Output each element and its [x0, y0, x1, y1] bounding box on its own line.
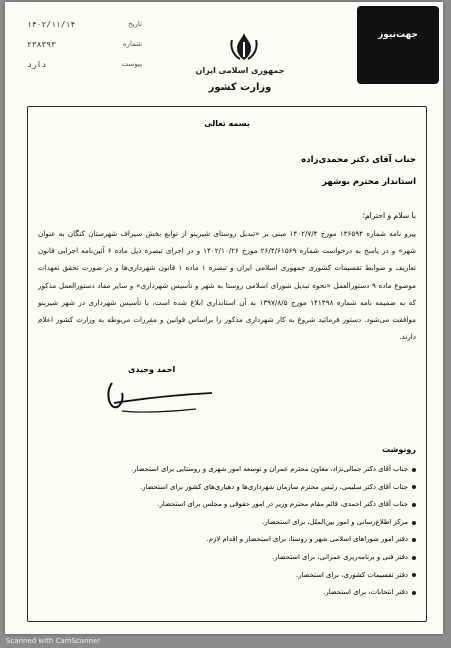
ministry-name: وزارت کشور	[208, 82, 272, 93]
list-item	[44, 549, 416, 567]
date-label: تاریخ	[128, 20, 142, 28]
cc-item-text: مرکز اطلاع‌رسانی و امور بین‌الملل، برای استحضار.	[262, 517, 408, 526]
signature-icon	[100, 379, 220, 419]
bullet-icon	[412, 468, 416, 472]
recipient-title: استاندار محترم بوشهر	[322, 177, 416, 187]
news-logo-text: جهت‌نیوز	[378, 30, 418, 40]
cc-item-text: دفتر امور شوراهای اسلامی شهر و روستا، برای استحضار و اقدام لازم.	[206, 535, 408, 544]
list-item	[44, 567, 416, 585]
signer-name: احمد وحیدی	[128, 365, 176, 374]
cc-item-text: جناب آقای دکتر احمدی، قائم مقام محترم وزیر در امور حقوقی و مجلس برای استحضار.	[157, 500, 408, 509]
list-item	[44, 584, 416, 602]
list-item	[44, 496, 416, 514]
letter-meta	[27, 14, 142, 74]
number-row	[27, 34, 142, 54]
attachment-value: دارد	[27, 59, 47, 69]
letter-body-frame	[27, 106, 427, 622]
number-label: شماره	[122, 40, 142, 48]
bullet-icon	[412, 573, 416, 577]
bullet-icon	[412, 503, 416, 507]
cc-item-text: دفتر انتخابات، برای استحضار.	[323, 588, 408, 597]
cc-item-text: دفتر فنی و برنامه‌ریزی عمرانی، برای استحضار.	[272, 552, 408, 561]
letter-page	[5, 2, 443, 634]
number-value: ۲۳۸۳۹۳	[27, 39, 56, 49]
scanner-watermark: Scanned with CamScanner	[6, 637, 101, 645]
letter-body: پیرو نامه شماره ۱۳۶۵۹۴ مورخ ۱۴۰۲/۷/۴ مبنی بر «تبدیل روستای شیرینو از توابع بخش سیراف شهرستان کنگان به عنوان شهر» و در پاسخ به درخواست شماره ۲۶/۴/۶۱۵۶۹ مورخ ۱۴۰۲/۱۰/۲۶ و در اجرای تبصره ذیل ماده ۶ آئین‌نامه اجرایی قانون تعاریف و ضوابط تقسیمات کشوری جمهوری اسلامی ایران و تبصره ۱ ماده ۱ قانون شهرداری‌ها و در صورت تحقق تعهدات موضوع ماده ۹ دستورالعمل «نحوه تبدیل شورای اسلامی روستا به شهر و تأسیس شهرداری» و سایر مفاد دستورالعمل مذکور که به ضمیمه نامه شماره ۱۴۱۴۹۸ مورخ ۱۳۹۷/۸/۵ به آن استانداری ابلاغ شده است، با تأسیس شهرداری در شهر شیرینو موافقت می‌شود. دستور فرمائید شروع به کار شهرداری مذکور را براساس قوانین و مقررات مربوطه به وزارت کشور اعلام دارند.	[38, 229, 417, 342]
date-value: ۱۴۰۲/۱۱/۱۴	[27, 19, 76, 29]
cc-item-text: جناب آقای دکتر جمالی‌نژاد، معاون محترم عمران و توسعه امور شهری و روستایی برای استحضار.	[131, 465, 408, 473]
attachment-row	[27, 54, 142, 74]
list-item	[44, 479, 416, 497]
recipient-block	[301, 149, 416, 193]
attachment-label: پیوست	[121, 60, 142, 68]
recipient-name: جناب آقای دکتر محمدی‌زاده	[301, 155, 416, 165]
government-line: جمهوری اسلامی ایران	[195, 66, 285, 75]
cc-item-text: دفتر تقسیمات کشوری، برای استحضار.	[296, 570, 408, 579]
date-row	[27, 14, 142, 34]
iran-emblem-icon	[227, 30, 261, 64]
cc-list	[44, 461, 416, 602]
bullet-icon	[412, 538, 416, 542]
cc-title: رونوشت	[382, 445, 416, 454]
list-item	[44, 531, 416, 549]
cc-item-text: جناب آقای دکتر سلیمی، رئیس محترم سازمان شهرداری‌ها و دهیاری‌های کشور برای استحضار.	[139, 482, 408, 491]
greeting: با سلام و احترام؛	[362, 211, 416, 220]
bullet-icon	[412, 556, 416, 560]
list-item	[44, 514, 416, 532]
list-item	[44, 461, 416, 479]
bismillah-heading: بسمه تعالی	[204, 119, 250, 128]
news-logo	[357, 6, 439, 84]
bullet-icon	[412, 591, 416, 595]
bullet-icon	[412, 485, 416, 489]
bullet-icon	[412, 521, 416, 525]
